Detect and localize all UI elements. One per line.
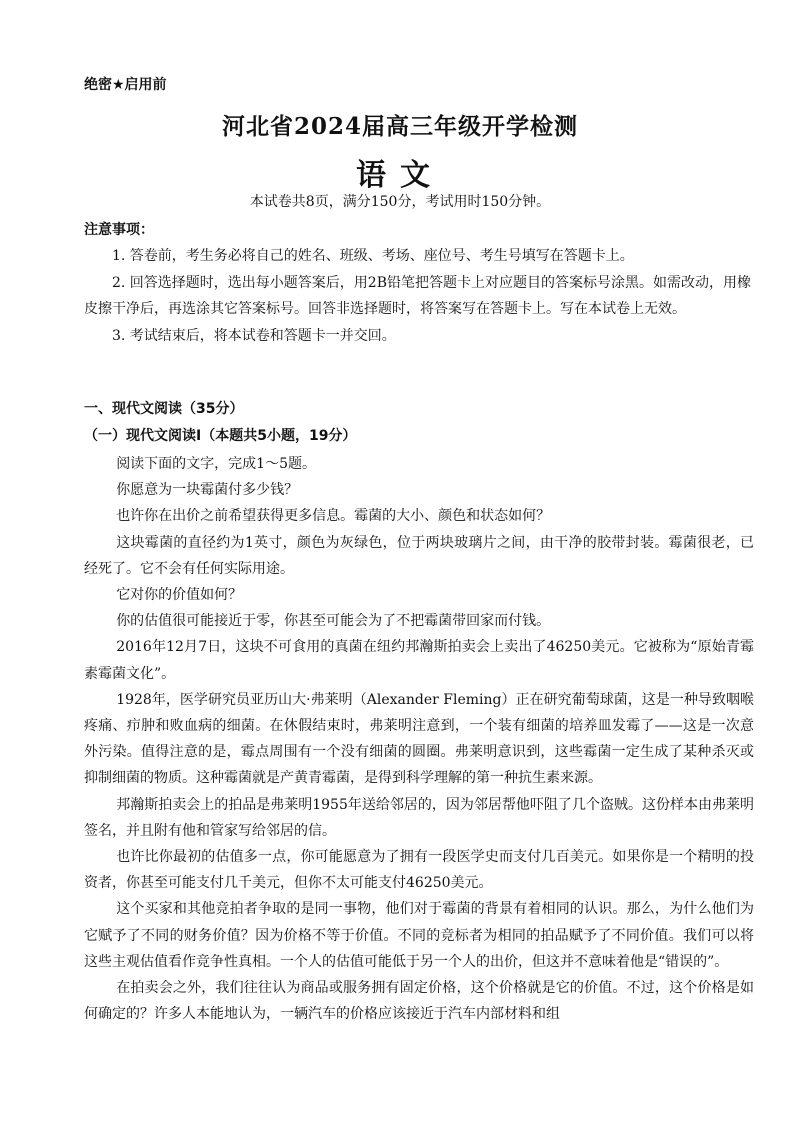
note-item: 3. 考试结束后，将本试卷和答题卡一并交回。	[112, 327, 396, 344]
passage-paragraph: 2016年12月7日，这块不可食用的真菌在纽约邦瀚斯拍卖会上卖出了46250美元。它被称为“原始青霉素霉菌文化”。	[84, 639, 754, 682]
passage-paragraph: 它对你的价值如何？	[116, 587, 243, 604]
confidential-label: 绝密★启用前	[84, 77, 167, 93]
passage-paragraph: 你愿意为一块霉菌付多少钱？	[116, 482, 299, 499]
passage-paragraph: 这个买家和其他竞拍者争取的是同一事物，他们对于霉菌的背景有着相同的认识。那么，为什么他们为它赋予了不同的财务价值？因为价格不等于价值。不同的竞标者为相同的拍品赋予了不同价值。我们可以将这些主观估值看作竞争性真相。一个人的估值可能低于另一个人的出价，但这并不意味着他是“错误的”。	[84, 901, 754, 970]
note-item: 2. 回答选择题时，选出每小题答案后，用2B铅笔把答题卡上对应题目的答案标号涂黑。如需改动，用橡皮擦干净后，再选涂其它答案标号。回答非选择题时，将答案写在答题卡上。写在本试卷上无效。	[84, 275, 752, 317]
passage-paragraph: 这块霉菌的直径约为1英寸，颜色为灰绿色，位于两块玻璃片之间，由干净的胶带封装。霉菌很老，已经死了。它不会有任何实际用途。	[84, 534, 754, 577]
passage-paragraph: 你的估值很可能接近于零，你甚至可能会为了不把霉菌带回家而付钱。	[116, 613, 551, 630]
passage-paragraph: 也许比你最初的估值多一点，你可能愿意为了拥有一段医学史而支付几百美元。如果你是一个精明的投资者，你甚至可能支付几千美元，但你不太可能支付46250美元。	[84, 849, 754, 892]
passage-paragraph: 阅读下面的文字，完成1～5题。	[116, 456, 317, 472]
notes-title: 注意事项：	[84, 222, 154, 238]
subsection-heading: （一）现代文阅读Ⅰ（本题共5小题，19分）	[84, 428, 357, 444]
passage-paragraph: 1928年，医学研究员亚历山大·弗莱明（Alexander Fleming）正在研究葡萄球菌，这是一种导致咽喉疼痛、疖肿和败血病的细菌。在休假结束时，弗莱明注意到，一个装有细菌的培养皿发霉了——这是一次意外污染。值得注意的是，霉点周围有一个没有细菌的圆圈。弗莱明意识到，这些霉菌一定生成了某种杀灭或抑制细菌的物质。这种霉菌就是产黄青霉菌，是得到科学理解的第一种抗生素来源。	[84, 691, 754, 787]
exam-title: 河北省2024届高三年级开学检测	[221, 113, 578, 140]
passage-paragraph: 邦瀚斯拍卖会上的拍品是弗莱明1955年送给邻居的，因为邻居帮他吓阻了几个盗贼。这份样本由弗莱明签名，并且附有他和管家写给邻居的信。	[84, 796, 754, 839]
subject-title: 语文	[356, 158, 444, 193]
passage-paragraph: 也许你在出价之前希望获得更多信息。霉菌的大小、颜色和状态如何？	[116, 508, 551, 525]
section-heading: 一、现代文阅读（35分）	[84, 401, 244, 417]
note-item: 1. 答卷前，考生务必将自己的姓名、班级、考场、座位号、考生号填写在答题卡上。	[112, 248, 634, 264]
notes-list	[84, 244, 754, 351]
exam-info: 本试卷共8页，满分150分，考试用时150分钟。	[249, 194, 551, 210]
passage-paragraph: 在拍卖会之外，我们往往认为商品或服务拥有固定价格，这个价格就是它的价值。不过，这个价格是如何确定的？许多人本能地认为，一辆汽车的价格应该接近于汽车内部材料和组	[84, 980, 754, 1023]
reading-passage	[84, 451, 754, 1027]
